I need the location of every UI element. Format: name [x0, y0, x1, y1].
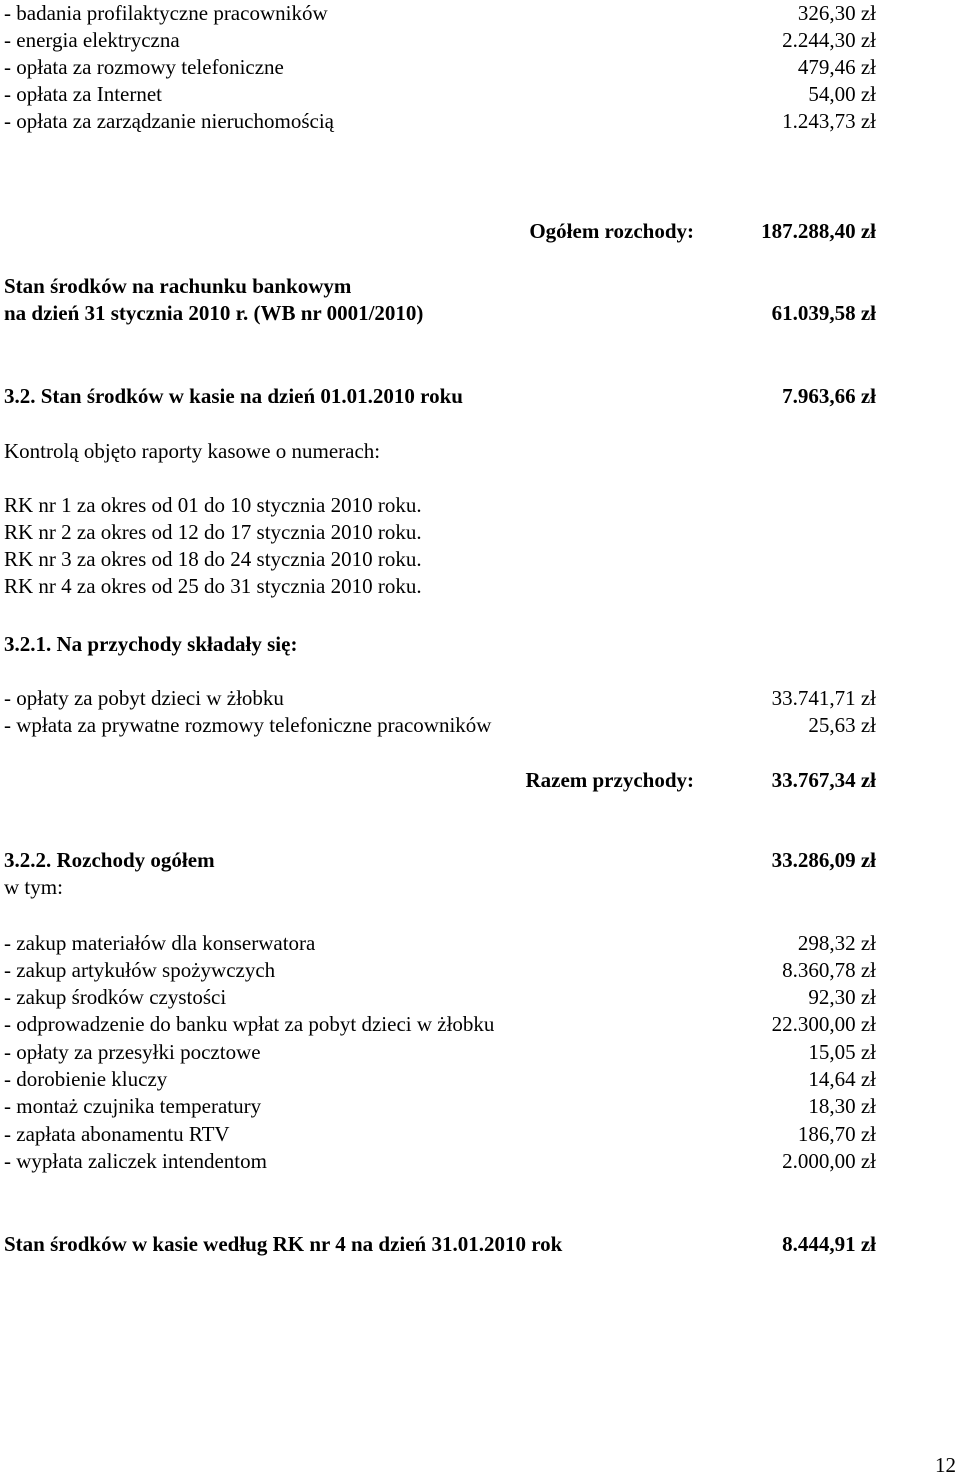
income-section-heading: 3.2.1. Na przychody składały się:: [4, 632, 298, 656]
report-line: RK nr 2 za okres od 12 do 17 stycznia 2010 roku.: [4, 520, 422, 544]
expense-item-label: - wypłata zaliczek intendentom: [4, 1149, 267, 1173]
expense-item-amount: 18,30 zł: [808, 1094, 876, 1118]
expense-line-amount: 2.244,30 zł: [782, 28, 876, 52]
cash-section-heading: 3.2. Stan środków w kasie na dzień 01.01.2010 roku: [4, 384, 463, 408]
total-expenses-amount: 187.288,40 zł: [761, 219, 876, 243]
expense-item-amount: 92,30 zł: [808, 985, 876, 1009]
expense-line-label: - energia elektryczna: [4, 28, 180, 52]
expense-item-amount: 15,05 zł: [808, 1040, 876, 1064]
income-line-label: - opłaty za pobyt dzieci w żłobku: [4, 686, 284, 710]
expense-item-label: - odprowadzenie do banku wpłat za pobyt dzieci w żłobku: [4, 1012, 495, 1036]
expense-line-label: - opłata za Internet: [4, 82, 162, 106]
expense-section-heading: 3.2.2. Rozchody ogółem: [4, 848, 215, 872]
expense-line-label: - badania profilaktyczne pracowników: [4, 1, 328, 25]
income-line-label: - wpłata za prywatne rozmowy telefoniczne pracowników: [4, 713, 492, 737]
cash-section-amount: 7.963,66 zł: [782, 384, 876, 408]
bank-balance-line2: na dzień 31 stycznia 2010 r. (WB nr 0001/2010): [4, 301, 424, 325]
bank-balance-line1: Stan środków na rachunku bankowym: [4, 274, 352, 298]
expense-section-subheading: w tym:: [4, 875, 63, 899]
income-total-amount: 33.767,34 zł: [771, 768, 876, 792]
expense-item-amount: 186,70 zł: [797, 1122, 876, 1146]
expense-item-amount: 14,64 zł: [808, 1067, 876, 1091]
expense-item-label: - zakup środków czystości: [4, 985, 227, 1009]
expense-line-label: - opłata za rozmowy telefoniczne: [4, 55, 284, 79]
expense-section-amount: 33.286,09 zł: [771, 848, 876, 872]
expense-line-amount: 479,46 zł: [797, 55, 876, 79]
final-balance-label: Stan środków w kasie według RK nr 4 na dzień 31.01.2010 rok: [4, 1232, 563, 1256]
expense-item-amount: 22.300,00 zł: [771, 1012, 876, 1036]
expense-item-label: - zakup materiałów dla konserwatora: [4, 931, 316, 955]
expense-item-label: - dorobienie kluczy: [4, 1067, 168, 1091]
expense-line-amount: 54,00 zł: [808, 82, 876, 106]
expense-item-label: - zakup artykułów spożywczych: [4, 958, 276, 982]
report-line: RK nr 1 za okres od 01 do 10 stycznia 2010 roku.: [4, 493, 422, 517]
expense-item-amount: 2.000,00 zł: [782, 1149, 876, 1173]
expense-line-label: - opłata za zarządzanie nieruchomością: [4, 109, 334, 133]
expense-item-amount: 8.360,78 zł: [782, 958, 876, 982]
expense-line-amount: 1.243,73 zł: [782, 109, 876, 133]
control-intro: Kontrolą objęto raporty kasowe o numerach:: [4, 439, 381, 463]
expense-line-amount: 326,30 zł: [797, 1, 876, 25]
income-line-amount: 25,63 zł: [808, 713, 876, 737]
expense-item-label: - zapłata abonamentu RTV: [4, 1122, 230, 1146]
page-number: 12: [935, 1453, 956, 1477]
report-line: RK nr 3 za okres od 18 do 24 stycznia 2010 roku.: [4, 547, 422, 571]
income-total-label: Razem przychody:: [525, 768, 694, 792]
expense-item-amount: 298,32 zł: [797, 931, 876, 955]
report-line: RK nr 4 za okres od 25 do 31 stycznia 2010 roku.: [4, 574, 422, 598]
expense-item-label: - opłaty za przesyłki pocztowe: [4, 1040, 261, 1064]
expense-item-label: - montaż czujnika temperatury: [4, 1094, 262, 1118]
final-balance-amount: 8.444,91 zł: [782, 1232, 876, 1256]
income-line-amount: 33.741,71 zł: [771, 686, 876, 710]
bank-balance-amount: 61.039,58 zł: [771, 301, 876, 325]
total-expenses-label: Ogółem rozchody:: [529, 219, 694, 243]
